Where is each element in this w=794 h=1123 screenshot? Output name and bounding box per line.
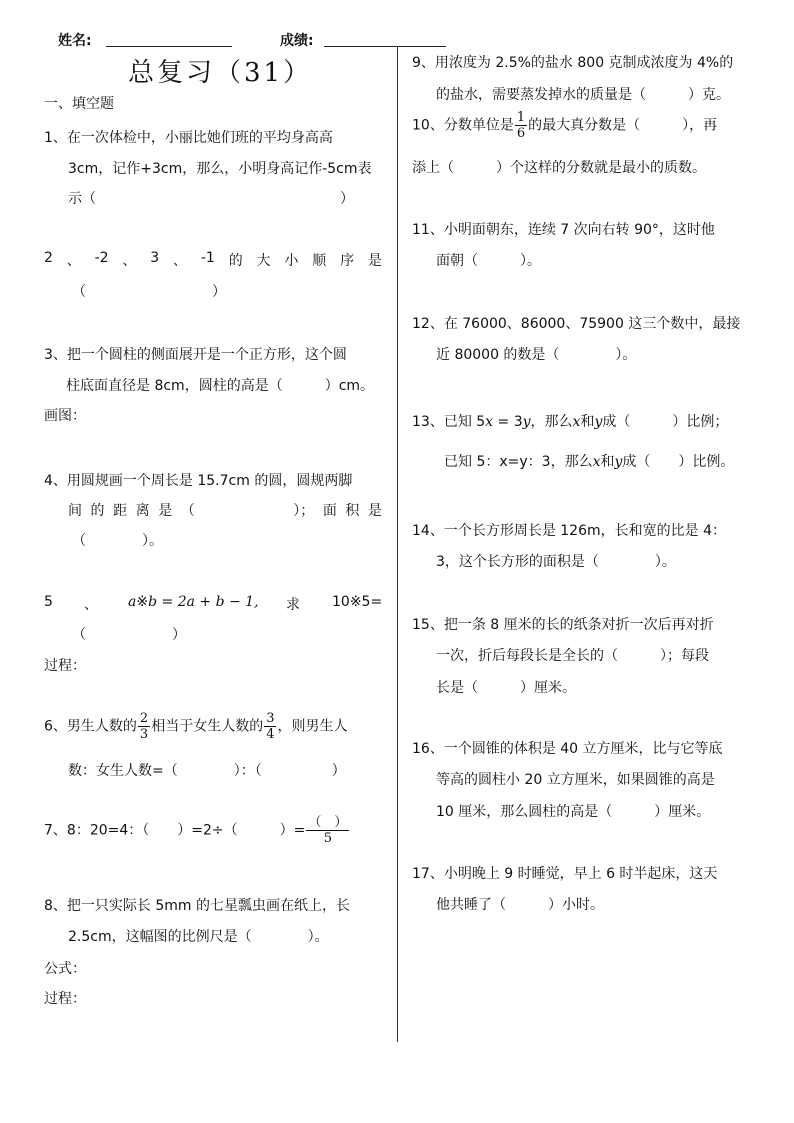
name-field[interactable] — [106, 46, 232, 47]
q13-t5: 成（ ）比例； — [602, 414, 729, 430]
q4-token: ）； — [293, 503, 315, 519]
q2-token: 3 — [150, 250, 160, 266]
q4-token: 积 — [345, 503, 360, 519]
q5-op: ※ — [136, 594, 149, 610]
q13-l2-var-y: y — [614, 454, 623, 470]
q6-line2: 数：女生人数=（ ）：（ ） — [68, 763, 346, 779]
q2-line2-open: （ — [72, 284, 86, 300]
q13-l2-a: 已知 5：x=y：3，那么 — [444, 454, 593, 470]
q17-line1: 17、小明晚上 9 时睡觉，早上 6 时半起床，这天 — [412, 866, 718, 882]
q5-rest: = 2a + b − 1, — [161, 594, 259, 610]
q3-line3: 画图： — [44, 408, 86, 424]
q9-line2: 的盐水，需要蒸发掉水的质量是（ ）克。 — [436, 87, 730, 103]
q5-line3: 过程： — [44, 658, 86, 674]
q4-token: 是 — [158, 503, 173, 519]
q4-line3: （ ）。 — [72, 533, 163, 549]
q5-ask-expr: 10※5= — [332, 594, 383, 610]
q1-line3-open: 示（ — [68, 191, 96, 207]
q2-line1 — [44, 250, 382, 270]
q13-var-y2: y — [594, 414, 603, 430]
q2-token: 大 — [256, 253, 271, 269]
q2-token: -2 — [94, 250, 109, 266]
q2-token: 序 — [340, 253, 355, 269]
q15-line2: 一次，折后每段长是全长的（ ）；每段 — [436, 648, 709, 664]
q6-f1-num: 2 — [139, 711, 149, 726]
q15-line3: 长是（ ）厘米。 — [436, 680, 576, 696]
q5-line2-open: （ — [72, 627, 86, 643]
q4-token: 的 — [90, 503, 105, 519]
q4-token: 是 — [367, 503, 382, 519]
q10-text2: 的最大真分数是（ ），再 — [528, 117, 718, 134]
q7-line — [44, 815, 350, 846]
q1-line2: 3cm，记作+3cm，那么，小明身高记作-5cm表 — [68, 161, 372, 177]
q12-line1: 12、在 76000、86000、75900 这三个数中，最接 — [412, 316, 741, 332]
q5-expression — [128, 594, 259, 610]
page-title: 总复习（31） — [128, 58, 313, 88]
score-label: 成绩: — [280, 33, 314, 49]
q5-line2-close: ） — [172, 627, 186, 643]
q6-f2-den: 4 — [266, 727, 275, 742]
q6-fraction2 — [264, 711, 276, 742]
q13-t2: = 3 — [493, 414, 523, 430]
q2-token: 是 — [367, 253, 382, 269]
q13-var-x2: x — [572, 414, 581, 430]
q6-f2-num: 3 — [266, 711, 275, 726]
q12-line2: 近 80000 的数是（ ）。 — [436, 347, 637, 363]
q13-var-x: x — [485, 414, 494, 430]
q5-var-a: a — [128, 594, 137, 610]
q13-t4: 和 — [580, 414, 595, 430]
q13-l2-c: 成（ ）比例。 — [622, 454, 735, 470]
q13-t1: 13、已知 5 — [412, 414, 486, 430]
q11-line1: 11、小明面朝东，连续 7 次向右转 90°，这时他 — [412, 222, 715, 238]
q6-text1: 6、男生人数的 — [44, 718, 137, 735]
q6-text2: 相当于女生人数的 — [151, 718, 264, 735]
q4-token: 距 — [113, 503, 128, 519]
score-field[interactable] — [324, 46, 446, 47]
name-label: 姓名: — [58, 33, 92, 49]
q13-line1 — [412, 411, 728, 431]
q13-var-y: y — [522, 414, 531, 430]
q5-ask: 求 — [286, 597, 300, 613]
q13-t3: ，那么 — [530, 414, 573, 430]
q4-line2 — [68, 500, 382, 520]
q7-text: 7、8：20=4：（ ）=2÷（ ）= — [44, 822, 306, 839]
q10-line2: 添上（ ）个这样的分数就是最小的质数。 — [412, 160, 706, 176]
q4-token: 间 — [68, 503, 82, 519]
q8-line4: 过程： — [44, 991, 86, 1007]
q13-l2-var-x: x — [592, 454, 601, 470]
q10-fraction — [515, 110, 527, 141]
q6-f1-den: 3 — [139, 727, 149, 742]
q16-line2: 等高的圆柱小 20 立方厘米，如果圆锥的高是 — [436, 772, 715, 788]
q5-sep: 、 — [84, 597, 98, 613]
q7-f-num: （ ） — [308, 815, 348, 830]
q2-token: -1 — [200, 250, 215, 266]
q17-line2: 他共睡了（ ）小时。 — [436, 897, 604, 913]
q4-token: 面 — [322, 503, 337, 519]
q6-fraction1 — [138, 711, 150, 742]
q3-line1: 3、把一个圆柱的侧面展开是一个正方形，这个圆 — [44, 347, 347, 363]
q8-line1: 8、把一只实际长 5mm 的七星瓢虫画在纸上，长 — [44, 898, 350, 914]
q4-line1: 4、用圆规画一个周长是 15.7cm 的圆，圆规两脚 — [44, 473, 353, 489]
q10-f-num: 1 — [516, 110, 526, 125]
q2-token: 2 — [44, 250, 53, 266]
q1-line3-close: ） — [340, 191, 354, 207]
q10-text1: 10、分数单位是 — [412, 117, 514, 134]
q2-line2-close: ） — [212, 284, 226, 300]
q8-line3: 公式： — [44, 961, 86, 977]
q6-text3: ，则男生人 — [277, 718, 348, 735]
q1-line1: 1、在一次体检中，小丽比她们班的平均身高高 — [44, 130, 333, 146]
q10-f-den: 6 — [516, 126, 526, 141]
q14-line1: 14、一个长方形周长是 126m，长和宽的比是 4： — [412, 523, 726, 539]
q2-token: 、 — [173, 253, 188, 269]
q5-var-b: b — [148, 594, 158, 610]
section-heading: 一、填空题 — [44, 96, 114, 112]
q2-token: 的 — [228, 253, 243, 269]
q4-token: 离 — [135, 503, 150, 519]
q13-line2 — [444, 451, 734, 471]
q7-f-den: 5 — [323, 831, 333, 846]
q13-l2-b: 和 — [600, 454, 615, 470]
q4-token: （ — [180, 503, 195, 519]
q8-line2: 2.5cm，这幅图的比例尺是（ ）。 — [68, 929, 329, 945]
q2-token: 小 — [284, 253, 299, 269]
q10-line1 — [412, 110, 717, 141]
q5-number: 5 — [44, 594, 53, 610]
q7-fraction — [306, 815, 349, 846]
q15-line1: 15、把一条 8 厘米的长的纸条对折一次后再对折 — [412, 617, 714, 633]
q11-line2: 面朝（ ）。 — [436, 253, 541, 269]
q2-token: 顺 — [312, 253, 327, 269]
q2-token: 、 — [122, 253, 137, 269]
q14-line2: 3，这个长方形的面积是（ ）。 — [436, 554, 676, 570]
column-divider — [397, 46, 398, 1042]
q9-line1: 9、用浓度为 2.5%的盐水 800 克制成浓度为 4%的 — [412, 55, 734, 71]
q6-line1 — [44, 711, 347, 742]
q3-line2: 柱底面直径是 8cm，圆柱的高是（ ）cm。 — [66, 378, 375, 394]
q2-token: 、 — [66, 253, 81, 269]
q16-line3: 10 厘米，那么圆柱的高是（ ）厘米。 — [436, 804, 711, 820]
q16-line1: 16、一个圆锥的体积是 40 立方厘米，比与它等底 — [412, 741, 723, 757]
